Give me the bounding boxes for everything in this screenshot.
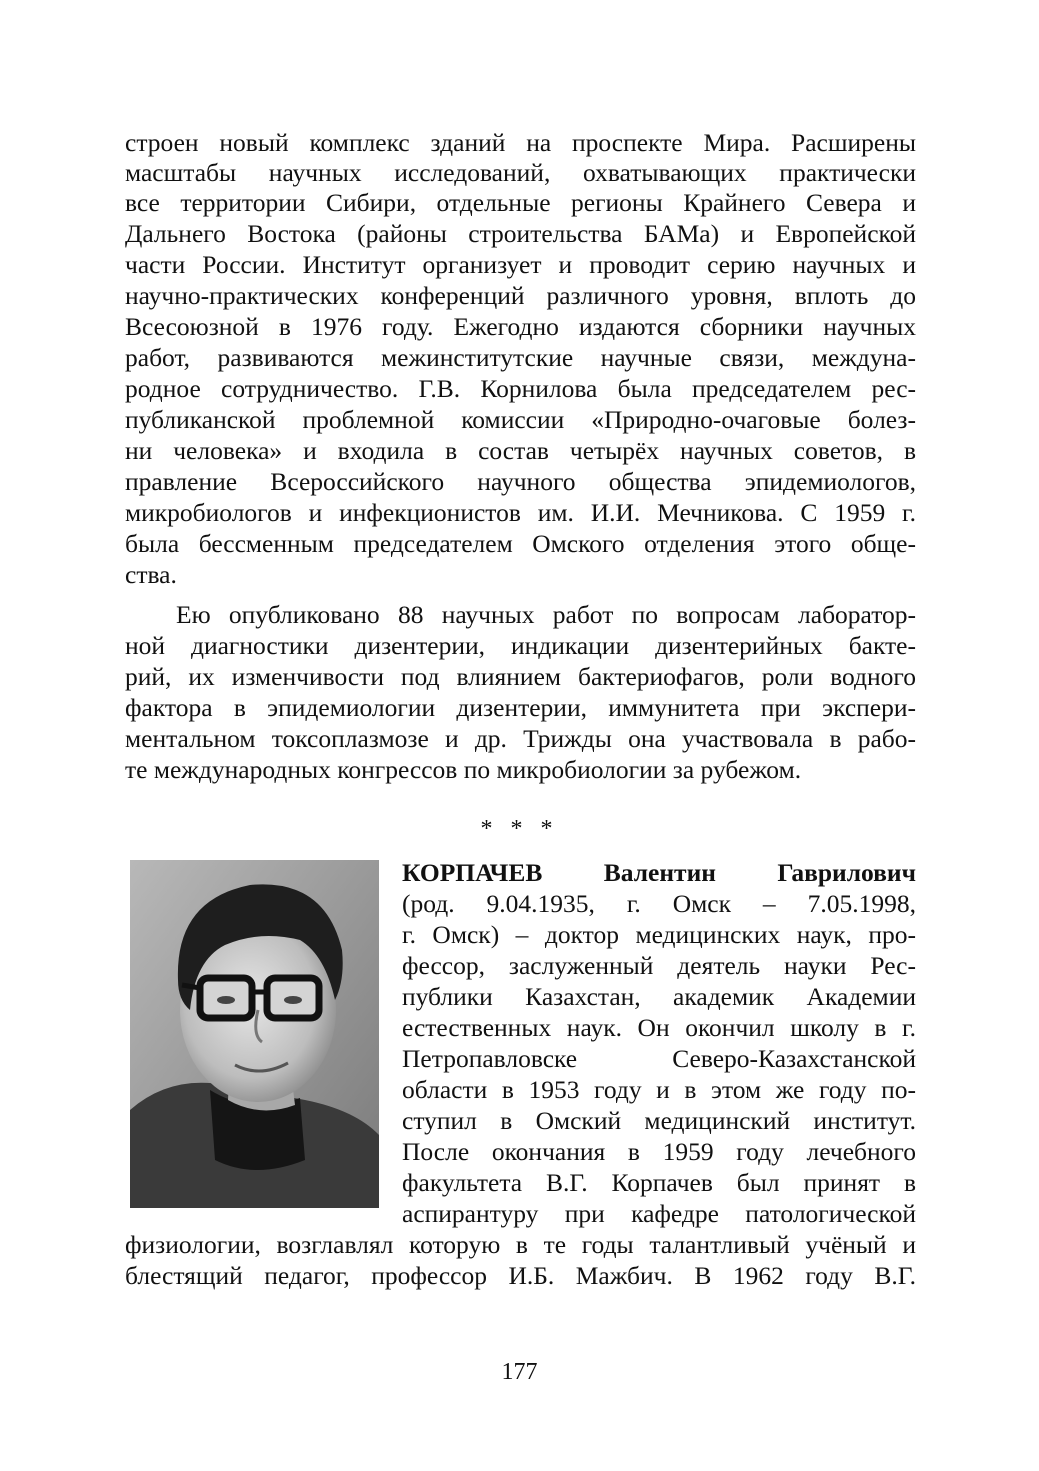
bio-line: публики Казахстан, академик Академии bbox=[402, 982, 916, 1011]
text-line: физиологии, возглавлял которую в те годы талантливый учёный и bbox=[125, 1230, 916, 1259]
section-separator: * * * bbox=[480, 816, 559, 842]
bio-line: После окончания в 1959 году лечебного bbox=[402, 1137, 916, 1166]
text-line: ни человека» и входила в состав четырёх научных советов, в bbox=[125, 436, 916, 465]
portrait-image bbox=[130, 860, 379, 1208]
text-line: части России. Институт организует и проводит серию научных и bbox=[125, 250, 916, 279]
text-line: строен новый комплекс зданий на проспекте Мира. Расширены bbox=[125, 128, 916, 157]
bio-line: ступил в Омский медицинский институт. bbox=[402, 1106, 916, 1135]
bio-line: г. Омск) – доктор медицинских наук, про- bbox=[402, 920, 916, 949]
bio-line: (род. 9.04.1935, г. Омск – 7.05.1998, bbox=[402, 889, 916, 918]
text-line: родное сотрудничество. Г.В. Корнилова была председателем рес- bbox=[125, 374, 916, 403]
text-line: микробиологов и инфекционистов им. И.И. Мечникова. С 1959 г. bbox=[125, 498, 916, 527]
bio-line: фессор, заслуженный деятель науки Рес- bbox=[402, 951, 916, 980]
text-line: масштабы научных исследований, охватывающих практически bbox=[125, 158, 916, 187]
bio-line: Петропавловске Северо-Казахстанской bbox=[402, 1044, 916, 1073]
text-line: Дальнего Востока (районы строительства БАМа) и Европейской bbox=[125, 219, 916, 248]
text-line: Ею опубликовано 88 научных работ по вопросам лаборатор- bbox=[176, 600, 916, 629]
text-line: все территории Сибири, отдельные регионы Крайнего Севера и bbox=[125, 188, 916, 217]
text-line: ной диагностики дизентерии, индикации дизентерийных бакте- bbox=[125, 631, 916, 660]
text-line: работ, развиваются межинститутские научные связи, междуна- bbox=[125, 343, 916, 372]
bio-line: естественных наук. Он окончил школу в г. bbox=[402, 1013, 916, 1042]
bio-line: факультета В.Г. Корпачев был принят в bbox=[402, 1168, 916, 1197]
text-line: фактора в эпидемиологии дизентерии, иммунитета при экспери- bbox=[125, 693, 916, 722]
text-line: ментальном токсоплазмозе и др. Трижды она участвовала в рабо- bbox=[125, 724, 916, 753]
page-number: 177 bbox=[501, 1359, 538, 1385]
text-line: научно-практических конференций различного уровня, вплоть до bbox=[125, 281, 916, 310]
text-line: Всесоюзной в 1976 году. Ежегодно издаются сборники научных bbox=[125, 312, 916, 341]
text-line: публиканской проблемной комиссии «Природно-очаговые болез- bbox=[125, 405, 916, 434]
bio-line: области в 1953 году и в этом же году по- bbox=[402, 1075, 916, 1104]
text-line: была бессменным председателем Омского отделения этого обще- bbox=[125, 529, 916, 558]
text-line: блестящий педагог, профессор И.Б. Мажбич. В 1962 году В.Г. bbox=[125, 1261, 916, 1290]
text-line: правление Всероссийского научного общества эпидемиологов, bbox=[125, 467, 916, 496]
bio-line: аспирантуру при кафедре патологической bbox=[402, 1199, 916, 1228]
bio-heading-line bbox=[402, 858, 916, 888]
text-line: те международных конгрессов по микробиологии за рубежом. bbox=[125, 755, 802, 784]
text-line: рий, их изменчивости под влиянием бактериофагов, роли водного bbox=[125, 662, 916, 691]
portrait-photo bbox=[130, 860, 379, 1208]
text-line: ства. bbox=[125, 560, 177, 589]
bio-name: КОРПАЧЕВ Валентин Гаврилович bbox=[402, 858, 916, 887]
